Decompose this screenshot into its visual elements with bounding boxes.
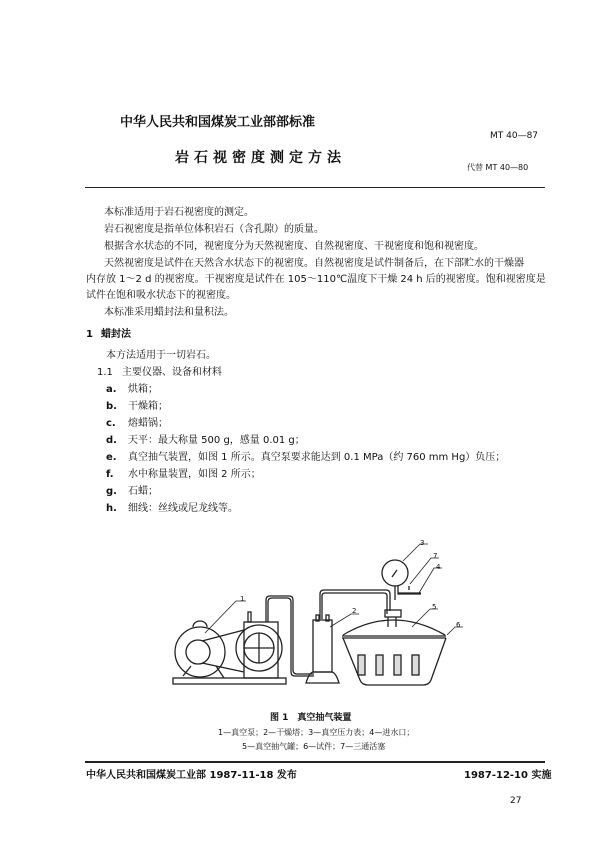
page-number: 27 xyxy=(510,796,522,806)
issuing-body: 中华人民共和国煤炭工业部部标准 xyxy=(120,115,316,130)
subsection-title: 主要仪器、设备和材料 xyxy=(122,367,222,378)
paragraph: 试件在饱和吸水状态下的视密度。 xyxy=(86,290,236,301)
figure-label: 2 xyxy=(352,607,357,615)
list-item: 天平：最大称量 500 g，感量 0.01 g； xyxy=(128,435,305,446)
list-item: 熔蜡锅； xyxy=(128,418,168,429)
paragraph: 岩石视密度是指单位体积岩石（含孔隙）的质量。 xyxy=(104,224,324,235)
standard-code: MT 40—87 xyxy=(490,131,539,141)
section-number: 1 xyxy=(86,329,93,340)
tubing xyxy=(266,590,390,676)
paragraph: 根据含水状态的不同，视密度分为天然视密度、自然视密度、干视密度和饱和视密度。 xyxy=(104,241,484,252)
motor xyxy=(175,621,225,678)
effective-date: 1987-12-10 实施 xyxy=(464,770,552,781)
pump xyxy=(202,612,282,678)
subsection-number: 1.1 xyxy=(97,367,113,378)
specimens xyxy=(358,655,419,675)
figure-label: 1 xyxy=(240,595,245,603)
figure-label: 6 xyxy=(456,621,461,629)
paragraph: 本标准采用蜡封法和量积法。 xyxy=(104,307,234,318)
figure-label: 4 xyxy=(436,563,441,571)
list-item: 水中称量装置，如图 2 所示； xyxy=(128,469,261,480)
figure-legend: 1—真空泵；2—干燥塔；3—真空压力表；4—进水口； xyxy=(218,728,415,737)
paragraph: 本标准适用于岩石视密度的测定。 xyxy=(104,207,254,218)
document-title: 岩石视密度测定方法 xyxy=(175,150,346,166)
footer-rule xyxy=(85,761,545,763)
list-item: 细线：丝线或尼龙线等。 xyxy=(128,503,238,514)
list-item-key: d. xyxy=(106,435,117,446)
list-item-key: h. xyxy=(106,503,117,514)
section-title: 蜡封法 xyxy=(101,329,131,340)
figure-label: 3 xyxy=(420,539,425,547)
drying-tower xyxy=(306,615,339,683)
figure-label: 5 xyxy=(432,603,437,611)
paragraph: 内存放 1～2 d 的视密度。干视密度是试件在 105～110℃温度下干燥 24 h 后的视密度。饱和视密度是 xyxy=(86,274,546,285)
list-item: 干燥箱； xyxy=(128,401,168,412)
list-item: 烘箱； xyxy=(128,384,158,395)
pressure-gauge xyxy=(382,560,421,600)
list-item: 真空抽气装置，如图 1 所示。真空泵要求能达到 0.1 MPa（约 760 mm Hg）负压； xyxy=(128,452,506,463)
figure-legend: 5—真空抽气罐；6—试件；7—三通活塞 xyxy=(242,742,386,751)
figure-caption: 图 1 真空抽气装置 xyxy=(270,713,352,723)
replaces-note: 代替 MT 40—80 xyxy=(467,163,529,172)
list-item-key: f. xyxy=(106,469,114,480)
list-item-key: b. xyxy=(106,401,117,412)
list-item-key: c. xyxy=(106,418,116,429)
list-item-key: g. xyxy=(106,486,117,497)
list-item-key: a. xyxy=(106,384,117,395)
paragraph: 天然视密度是试件在天然含水状态下的视密度。自然视密度是试件制备后，在下部贮水的干燥器 xyxy=(104,258,524,269)
list-item: 石蜡； xyxy=(128,486,158,497)
base-plate xyxy=(173,678,286,684)
figure-label: 7 xyxy=(433,552,438,560)
section-scope: 本方法适用于一切岩石。 xyxy=(106,350,216,361)
issue-date: 中华人民共和国煤炭工业部 1987-11-18 发布 xyxy=(86,770,297,781)
list-item-key: e. xyxy=(106,452,117,463)
